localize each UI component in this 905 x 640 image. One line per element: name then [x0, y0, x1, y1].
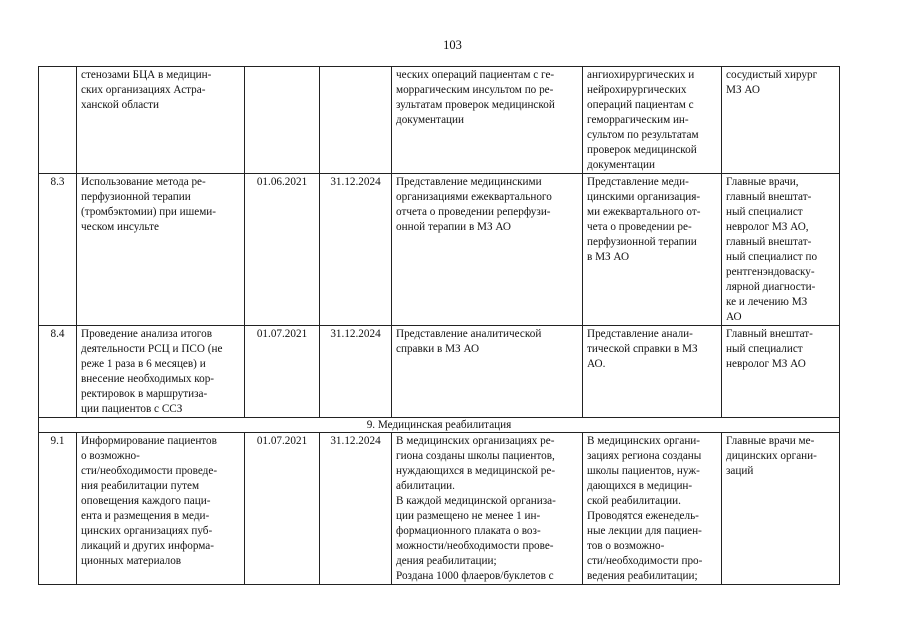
indicator-cell-line: ные лекции для пациен-: [587, 525, 702, 537]
indicator-cell-line: школы пациентов, нуж-: [587, 465, 700, 477]
responsible-cell-line: дицинских органи-: [726, 450, 817, 462]
responsible-cell-line: невролог МЗ АО: [726, 358, 806, 370]
table-row: [39, 174, 840, 326]
responsible-cell-line: рентгенэндоваску-: [726, 266, 815, 278]
end-date: [320, 67, 392, 174]
event-cell-line: ликаций и других информа-: [81, 540, 214, 552]
event-cell-line: ректировок в маршрутиза-: [81, 388, 208, 400]
event-cell: [77, 67, 245, 174]
result-cell-line: гиона созданы школы пациентов,: [396, 450, 555, 462]
responsible-cell-line: лярной диагности-: [726, 281, 816, 293]
event-cell-line: цинских организациях пуб-: [81, 525, 213, 537]
responsible-cell-line: ный специалист: [726, 343, 803, 355]
row-number: 8.3: [39, 174, 77, 326]
event-cell-line: ции пациентов с ССЗ: [81, 403, 183, 415]
responsible-cell-line: Главный внештат-: [726, 328, 813, 340]
event-cell: [77, 433, 245, 585]
indicator-cell-line: сультом по результатам: [587, 129, 699, 141]
table-row: [39, 67, 840, 174]
page-number: 103: [443, 38, 462, 52]
result-cell-line: ции размещено не менее 1 ин-: [396, 510, 541, 522]
responsible-cell-line: Главные врачи,: [726, 176, 799, 188]
indicator-cell-line: геморрагическим ин-: [587, 114, 689, 126]
event-cell-line: оповещения каждого паци-: [81, 495, 211, 507]
result-cell-line: справки в МЗ АО: [396, 343, 480, 355]
event-cell-line: ента и размещения в меди-: [81, 510, 210, 522]
responsible-cell: [722, 67, 840, 174]
responsible-cell: [722, 433, 840, 585]
section-row: [39, 418, 840, 433]
indicator-cell-line: чета о проведении ре-: [587, 221, 692, 233]
table-row: [39, 433, 840, 585]
event-cell-line: деятельности РСЦ и ПСО (не: [81, 343, 223, 355]
indicator-cell-line: Проводятся еженедель-: [587, 510, 699, 522]
event-cell-line: перфузионной терапии: [81, 191, 191, 203]
indicator-cell-line: В медицинских органи-: [587, 435, 701, 447]
result-cell: [392, 67, 583, 174]
result-cell-line: организациями ежеквартального: [396, 191, 552, 203]
indicator-cell-line: проверок медицинской: [587, 144, 697, 156]
indicator-cell-line: зациях региона созданы: [587, 450, 702, 462]
event-cell-line: реже 1 раза в 6 месяцев) и: [81, 358, 206, 370]
event-cell-line: ских организациях Астра-: [81, 84, 206, 96]
start-date: [245, 67, 320, 174]
event-cell: [77, 174, 245, 326]
responsible-cell-line: невролог МЗ АО,: [726, 221, 809, 233]
event-cell: [77, 326, 245, 418]
start-date: 01.06.2021: [245, 174, 320, 326]
result-cell-line: В медицинских организациях ре-: [396, 435, 555, 447]
end-date: 31.12.2024: [320, 433, 392, 585]
event-cell-line: ния реабилитации путем: [81, 480, 200, 492]
start-date: 01.07.2021: [245, 326, 320, 418]
responsible-cell-line: главный внештат-: [726, 191, 812, 203]
result-cell-line: зультатам проверок медицинской: [396, 99, 555, 111]
responsible-cell-line: ный специалист по: [726, 251, 818, 263]
event-cell-line: (тромбэктомии) при ишеми-: [81, 206, 217, 218]
row-number: 9.1: [39, 433, 77, 585]
responsible-cell-line: сосудистый хирург: [726, 69, 818, 81]
result-cell-line: можности/необходимости прове-: [396, 540, 554, 552]
responsible-cell-line: ный специалист: [726, 206, 803, 218]
start-date: 01.07.2021: [245, 433, 320, 585]
section-title: 9. Медицинская реабилитация: [39, 418, 840, 433]
result-cell-line: нуждающихся в медицинской ре-: [396, 465, 556, 477]
indicator-cell-line: ангиохирургических и: [587, 69, 695, 81]
indicator-cell-line: ведения реабилитации;: [587, 570, 698, 582]
indicator-cell-line: операций пациентам с: [587, 99, 694, 111]
result-cell-line: формационного плаката о воз-: [396, 525, 541, 537]
responsible-cell-line: главный внештат-: [726, 236, 812, 248]
result-cell-line: Роздана 1000 флаеров/буклетов с: [396, 570, 554, 582]
responsible-cell-line: Главные врачи ме-: [726, 435, 815, 447]
result-cell-line: абилитации.: [396, 480, 455, 492]
indicator-cell-line: АО.: [587, 358, 606, 370]
result-cell-line: документации: [396, 114, 464, 126]
indicator-cell-line: нейрохирургических: [587, 84, 687, 96]
row-number: 8.4: [39, 326, 77, 418]
event-cell-line: Проведение анализа итогов: [81, 328, 212, 340]
event-cell-line: сти/необходимости проведе-: [81, 465, 218, 477]
event-cell-line: о возможно-: [81, 450, 140, 462]
indicator-cell-line: цинскими организация-: [587, 191, 701, 203]
result-cell-line: онной терапии в МЗ АО: [396, 221, 511, 233]
result-cell: [392, 433, 583, 585]
result-cell-line: В каждой медицинской организа-: [396, 495, 556, 507]
result-cell-line: моррагическим инсультом по ре-: [396, 84, 554, 96]
indicator-cell-line: перфузионной терапии: [587, 236, 697, 248]
indicator-cell-line: в МЗ АО: [587, 251, 630, 263]
indicator-cell: [583, 174, 722, 326]
indicator-cell-line: дающихся в медицин-: [587, 480, 693, 492]
event-cell-line: Информирование пациентов: [81, 435, 217, 447]
event-cell-line: внесение необходимых кор-: [81, 373, 215, 385]
end-date: 31.12.2024: [320, 326, 392, 418]
indicator-cell-line: ской реабилитации.: [587, 495, 681, 507]
plan-table: [38, 66, 840, 585]
responsible-cell-line: МЗ АО: [726, 84, 760, 96]
indicator-cell: [583, 326, 722, 418]
responsible-cell-line: АО: [726, 311, 742, 323]
indicator-cell-line: Представление меди-: [587, 176, 689, 188]
event-cell-line: стенозами БЦА в медицин-: [81, 69, 212, 81]
indicator-cell: [583, 67, 722, 174]
event-cell-line: ческом инсульте: [81, 221, 159, 233]
responsible-cell: [722, 326, 840, 418]
responsible-cell-line: заций: [726, 465, 754, 477]
responsible-cell-line: ке и лечению МЗ: [726, 296, 808, 308]
event-cell-line: Использование метода ре-: [81, 176, 206, 188]
result-cell: [392, 326, 583, 418]
result-cell-line: Представление аналитической: [396, 328, 542, 340]
indicator-cell-line: ми ежеквартального от-: [587, 206, 701, 218]
event-cell-line: ционных материалов: [81, 555, 182, 567]
indicator-cell-line: тической справки в МЗ: [587, 343, 698, 355]
row-number: [39, 67, 77, 174]
result-cell-line: ческих операций пациентам с ге-: [396, 69, 555, 81]
table-row: [39, 326, 840, 418]
result-cell-line: дения реабилитации;: [396, 555, 497, 567]
result-cell: [392, 174, 583, 326]
indicator-cell-line: сти/необходимости про-: [587, 555, 703, 567]
indicator-cell-line: Представление анали-: [587, 328, 693, 340]
indicator-cell-line: документации: [587, 159, 655, 171]
end-date: 31.12.2024: [320, 174, 392, 326]
indicator-cell: [583, 433, 722, 585]
indicator-cell-line: тов о возможно-: [587, 540, 665, 552]
event-cell-line: ханской области: [81, 99, 160, 111]
result-cell-line: отчета о проведении реперфузи-: [396, 206, 551, 218]
result-cell-line: Представление медицинскими: [396, 176, 542, 188]
responsible-cell: [722, 174, 840, 326]
